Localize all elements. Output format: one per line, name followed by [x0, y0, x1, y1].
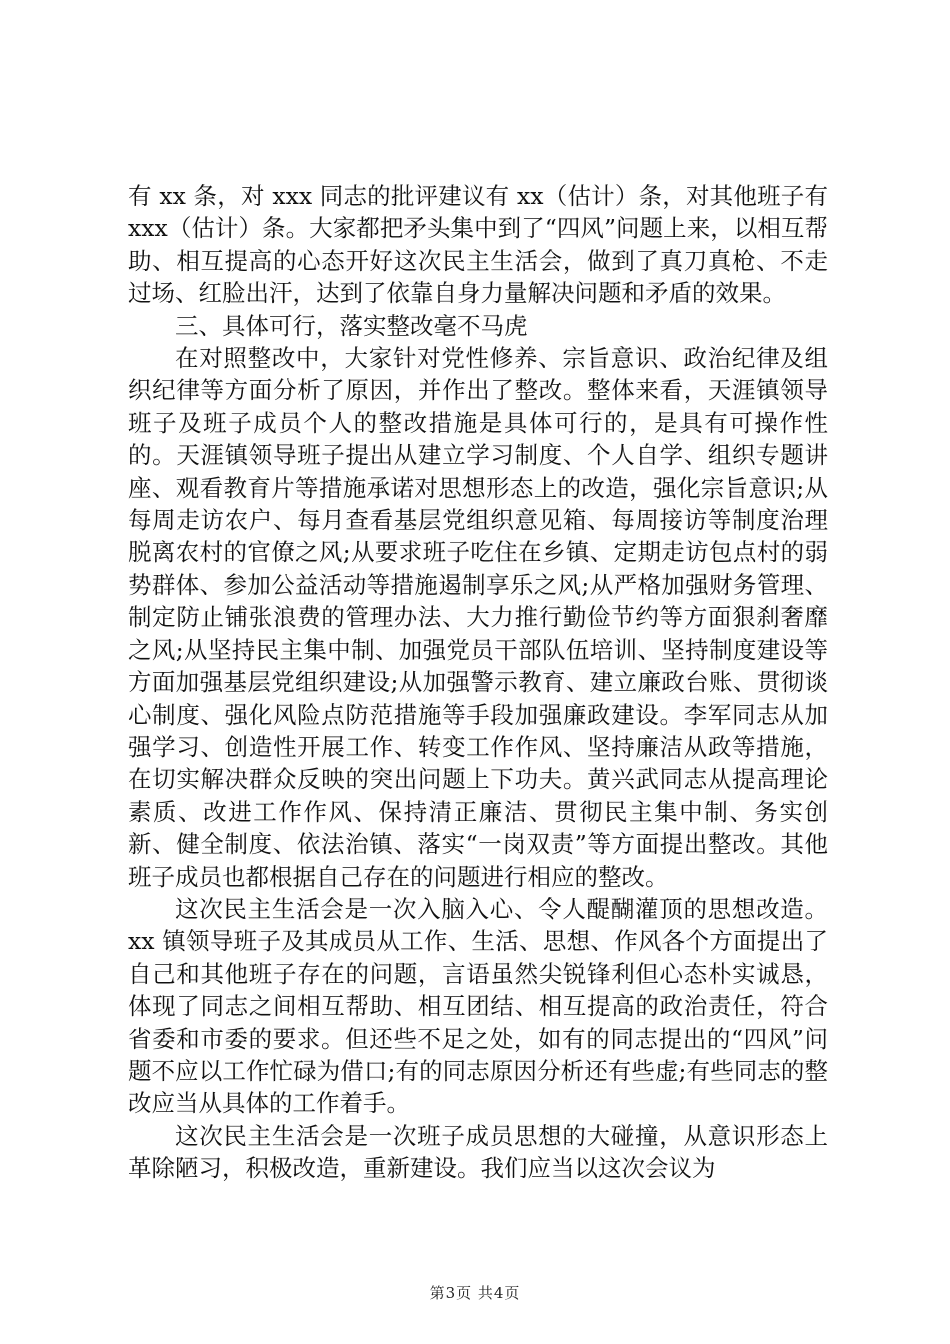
document-body [128, 180, 828, 1185]
paragraph-continuation: 有 xx 条，对 xxx 同志的批评建议有 xx（估计）条，对其他班子有 xxx（估计）条。大家都把矛头集中到了“四风”问题上来，以相互帮助、相互提高的心态开好这次民主生活会，做到了真刀真枪、不走过场、红脸出汗，达到了依靠自身力量解决问题和矛盾的效果。 [128, 182, 828, 308]
section-heading: 三、具体可行，落实整改毫不马虎 [175, 311, 528, 340]
paragraph-rectification: 在对照整改中，大家针对党性修养、宗旨意识、政治纪律及组织纪律等方面分析了原因，并作出了整改。整体来看，天涯镇领导班子及班子成员个人的整改措施是具体可行的，是具有可操作性的。天涯镇领导班子提出从建立学习制度、个人自学、组织专题讲座、观看教育片等措施承诺对思想形态上的改造，强化宗旨意识;从每周走访农户、每月查看基层党组织意见箱、每周接访等制度治理脱离农村的官僚之风;从要求班子吃住在乡镇、定期走访包点村的弱势群体、参加公益活动等措施遏制享乐之风;从严格加强财务管理、制定防止铺张浪费的管理办法、大力推行勤俭节约等方面狠刹奢靡之风;从坚持民主集中制、加强党员干部队伍培训、坚持制度建设等方面加强基层党组织建设;从加强警示教育、建立廉政台账、贯彻谈心制度、强化风险点防范措施等手段加强廉政建设。李军同志从加强学习、创造性开展工作、转变工作作风、坚持廉洁从政等措施，在切实解决群众反映的突出问题上下功夫。黄兴武同志从提高理论素质、改进工作作风、保持清正廉洁、贯彻民主集中制、务实创新、健全制度、依法治镇、落实“一岗双责”等方面提出整改。其他班子成员也都根据自己存在的问题进行相应的整改。 [128, 344, 828, 891]
paragraph-summary-one: 这次民主生活会是一次入脑入心、令人醍醐灌顶的思想改造。xx 镇领导班子及其成员从工作、生活、思想、作风各个方面提出了自己和其他班子存在的问题，言语虽然尖锐锋利但心态朴实诚恳，体现了同志之间相互帮助、相互团结、相互提高的政治责任，符合省委和市委的要求。但还些不足之处，如有的同志提出的“四风”问题不应以工作忙碌为借口;有的同志原因分析还有些虚;有些同志的整改应当从具体的工作着手。 [128, 894, 828, 1118]
page-number-footer: 第3页 共4页 [429, 1284, 521, 1302]
paragraph-summary-two: 这次民主生活会是一次班子成员思想的大碰撞，从意识形态上革除陋习，积极改造，重新建设。我们应当以这次会议为 [128, 1121, 828, 1183]
